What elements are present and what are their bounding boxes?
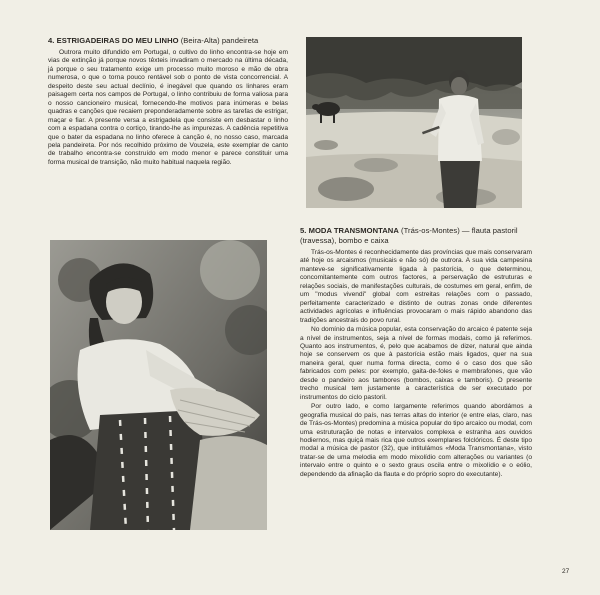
- paragraph: Trás-os-Montes é reconhecidamente das províncias que mais conservaram até hoje os arcaismos (musicais e não só) de outrora. A sua vida campesina manteve-se significativamente ligada à pastorícia, o que determinou, concomitantemente com outros factores, a perservação de estruturas e relações sociais, de manifestações culturais, de costumes em geral, enfim, de um "modus vivendi" global com estreitas relações com o passado, perfeitamente caracterizado e distinto de outras zonas onde diferentes actividades agrícolas e influências provocaram o mais rápido abandono das tradições ancestrais do povo rural.: [300, 249, 532, 324]
- page-number: 27: [562, 568, 570, 575]
- section-heading: [300, 226, 532, 246]
- paragraph: Outrora muito difundido em Portugal, o cultivo do linho encontra-se hoje em vias de extinção já porque novos têxteis invadiram o mercado na última década, já porque o seu tratamento exige um processo muito moroso e mão de obra numerosa, o que o torna pouco rentável sob o ponto de vista concorrencial. A despeito deste seu actual declínio, é inegável que quando os linhares eram paisagem certa nos campos de Portugal, o linho contribuiu de forma valiosa para o nosso cancioneiro musical, fornecendo-lhe motivos para inúmeras e belas quadras e canções que recaiem preponderadamente sobre as tarefas de estrigar, maçar e fiar. A presente versa a estrigadela que consiste em desbastar o linho com a espadana contra o cortiço, tirando-lhe as impurezas. A cadência repetitiva que o bater da espadana no linho oferece à canção é, no nosso caso, marcada pela pandeireta. Por nós recolhido próximo de Vouzela, este exemplar de canto de trabalho encontra-se construído em modo menor e parece constituir uma forma musical de transição, não muito habitual naquela região.: [48, 49, 288, 166]
- paragraph: No domínio da música popular, esta conservação do arcaico é patente seja a nível de instrumentos, seja a nível de formas modais, como já referimos. Quanto aos instrumentos, é, pelo que acabamos de dizer, natural que ainda hoje se conservem os que à pastorícia estão mais ligados, quer na sua maneira geral, quer numa forma directa, como é o caso dos que são fabricados com peles: por exemplo, gaita-de-foles e membrafones, que vão desde o pandeiro aos tambores (bombos, caixas e tamboris). O presente trecho musical tem justamente a característica de ser executado por instrumentos do ciclo pastoril.: [300, 326, 532, 401]
- heading-subtitle: (Beira-Alta) pandeireta: [178, 36, 259, 45]
- section-estrigadeiras: [48, 36, 288, 167]
- paragraph: Por outro lado, e como largamente referimos quando abordámos a geografia musical do país, nas terras altas do interior (e entre elas, claro, nas de Trás-os-Montes) predomina a música popular do tipo arcaico ou modal, com uma estruturação de notas e intervalos complexa e estranha aos ouvidos hodiernos, mas quiçá mais rica que outros exemplares folclóricos. É deste tipo modal a música de pastor (32), que intitulámos «Moda Transmontana», visto tratar-se de uma melodia em modo mixolídio com alterações ou variantes (o intervalo entre o quinto e o sexto graus oscila entre o mixolídio e o eólio, dependendo da afinação da flauta e do próprio sopro do executante).: [300, 403, 532, 478]
- heading-subtitle: (Trás-os-Montes) — flauta pastoril (travessa), bombo e caixa: [300, 226, 518, 245]
- photo-shepherd-flute: [306, 37, 522, 208]
- section-heading: [48, 36, 288, 46]
- section-moda-transmontana: [300, 226, 532, 479]
- heading-title: 5. MODA TRANSMONTANA: [300, 226, 399, 235]
- photo-woman-flax: [50, 240, 267, 530]
- heading-title: 4. ESTRIGADEIRAS DO MEU LINHO: [48, 36, 179, 45]
